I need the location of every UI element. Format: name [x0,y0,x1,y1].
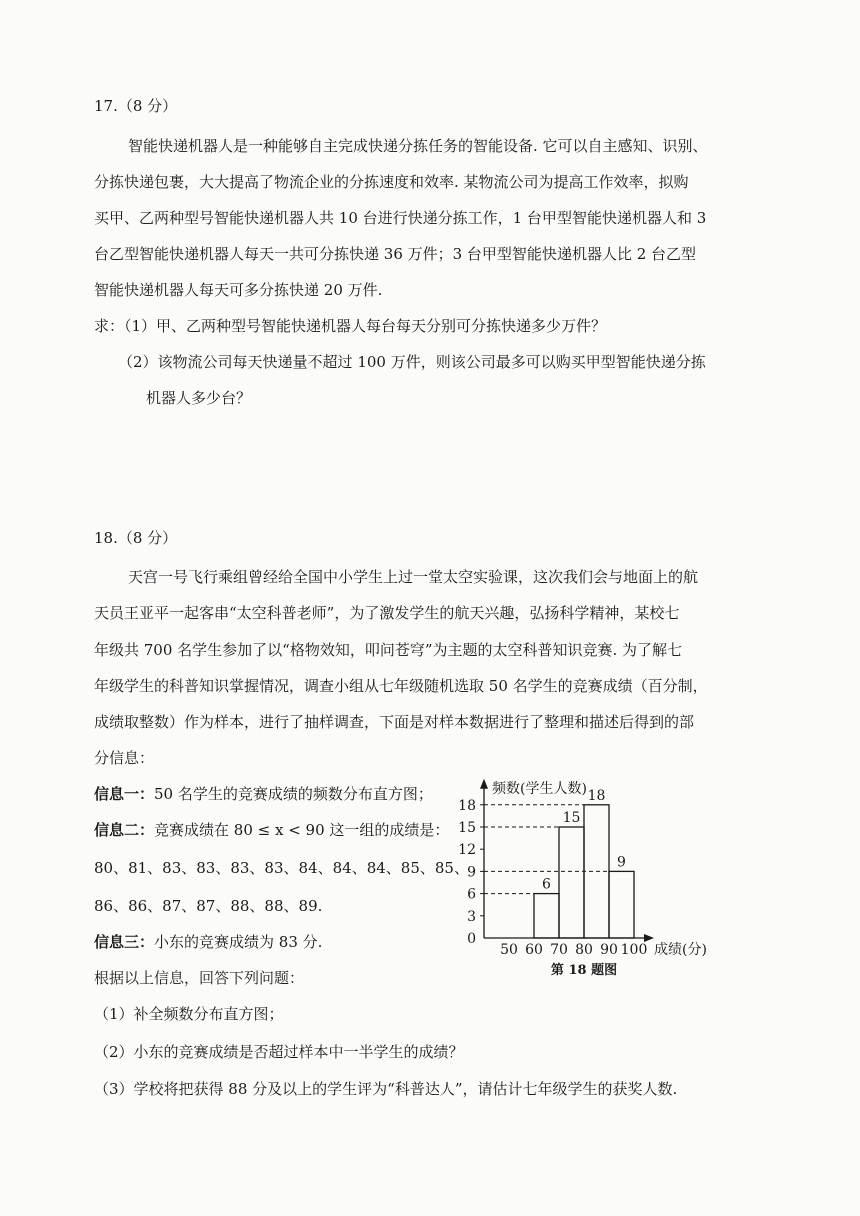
frequency-histogram [452,770,752,985]
x-tick-label: 70 [550,942,568,958]
info-2-data-1: 80、81、83、83、83、83、84、84、84、85、85、 [94,859,469,877]
y-tick-label: 3 [467,908,476,925]
q18-line-1: 天宫一号飞行乘组曾经给全国中小学生上过一堂太空实验课，这次我们会与地面上的航 [128,568,699,586]
y-tick-label: 15 [458,820,476,836]
histogram-bar [609,871,634,938]
info-1 [94,784,433,804]
info-2-data-2: 86、86、87、87、88、88、89. [94,897,323,915]
q18-ask-2: （2）小东的竞赛成绩是否超过样本中一半学生的成绩？ [94,1043,464,1061]
q17-ask-2-cont: 机器人多少台？ [146,389,252,407]
q18-number: 18.（8 分） [94,529,178,547]
bar-value-label: 18 [587,787,606,804]
q17-line-3: 买甲、乙两种型号智能快递机器人共 10 台进行快递分拣工作，1 台甲型智能快递机器人和 3 [94,209,707,227]
y-axis-label: 频数(学生人数) [492,780,587,797]
info-1-text: 50 名学生的竞赛成绩的频数分布直方图； [154,785,433,803]
q17-ask-2: （2）该物流公司每天快递量不超过 100 万件，则该公司最多可以购买甲型智能快递分拣 [118,353,706,371]
histogram-bar [534,894,559,938]
figure-caption: 第 18 题图 [550,963,618,978]
info-2-label: 信息二： [94,821,155,839]
bar-value-label: 9 [617,854,626,871]
q17-number: 17.（8 分） [94,97,178,115]
q17-line-2: 分拣快递包裹，大大提高了物流企业的分拣速度和效率. 某物流公司为提高工作效率，拟购 [94,173,689,191]
q17-line-1: 智能快递机器人是一种能够自主完成快递分拣任务的智能设备. 它可以自主感知、识别、 [128,137,708,155]
q18-line-3: 年级共 700 名学生参加了以“格物效知，叩问苍穹”为主题的太空科普知识竞赛. 为了解七 [94,641,683,659]
y-tick-label: 12 [458,842,476,859]
x-tick-label: 60 [525,942,543,958]
y-tick-label: 18 [458,797,476,814]
info-3-text: 小东的竞赛成绩为 83 分. [154,933,323,951]
y-tick-label: 6 [467,886,476,903]
q17-line-5: 智能快递机器人每天可多分拣快递 20 万件. [94,281,383,299]
q18-ask-3: （3）学校将把获得 88 分及以上的学生评为“科普达人”，请估计七年级学生的获奖人数. [94,1080,678,1098]
q18-line-2: 天员王亚平一起客串“太空科普老师”，为了激发学生的航天兴趣，弘扬科学精神，某校七 [94,604,680,622]
info-1-label: 信息一： [94,785,155,803]
q18-line-5: 成绩取整数）作为样本，进行了抽样调查，下面是对样本数据进行了整理和描述后得到的部 [94,713,695,731]
q18-line-4: 年级学生的科普知识掌握情况，调查小组从七年级随机选取 50 名学生的竞赛成绩（百分制， [94,677,708,695]
bar-value-label: 15 [562,810,581,826]
y-tick-label: 9 [467,864,476,881]
x-tick-label: 50 [500,942,518,958]
x-tick-label: 80 [575,942,593,958]
y-axis-arrow [480,779,488,789]
histogram-bar [559,827,584,938]
q18-line-6: 分信息： [94,749,155,767]
x-tick-label: 100 [620,942,648,958]
info-2 [94,820,449,840]
x-axis-arrow [644,934,654,942]
q17-line-4: 台乙型智能快递机器人每天一共可分拣快递 36 万件；3 台甲型智能快递机器人比 2 台乙型 [94,245,697,263]
q18-prompt: 根据以上信息，回答下列问题： [94,969,305,987]
q17-ask-1: 求：（1）甲、乙两种型号智能快递机器人每台每天分别可分拣快递多少万件？ [94,317,607,335]
info-2-text: 竞赛成绩在 80 ≤ x < 90 这一组的成绩是： [154,821,450,839]
y-tick-label: 0 [467,931,476,947]
info-3 [94,932,322,952]
info-3-label: 信息三： [94,933,155,951]
x-axis-label: 成绩(分) [654,942,707,958]
q18-ask-1: （1）补全频数分布直方图； [94,1005,284,1023]
x-tick-label: 90 [600,942,618,958]
bar-value-label: 6 [542,876,551,893]
